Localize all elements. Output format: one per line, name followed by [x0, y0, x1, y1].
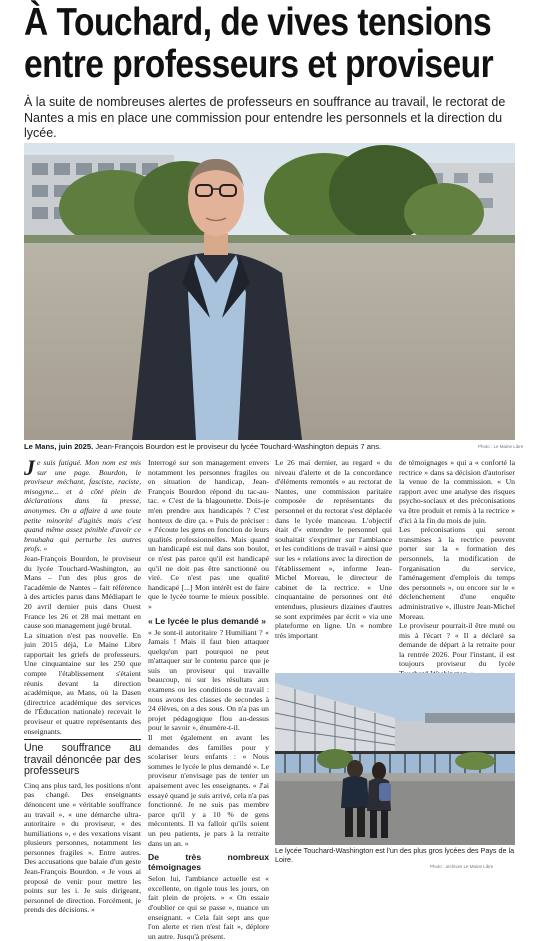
headline-line-1: À Touchard, de vives tensions — [24, 1, 492, 44]
col2-paragraph-3: Il met également en avant les demandes des familles pour y scolariser leurs enfants : « Nous sommes le lycée le plus demandé ». Le proviseur n'envisage pas de tenter un apaisement avec les enseignants. « J'ai essayé quand je suis arrivé, cela n'a pas fonctionné. Je ne suis pas membre parce qu'il y a 10 % de gens mécontents. Il va falloir qu'ils soient un peu patients, je pars à la retraite dans un an. » — [148, 733, 269, 848]
lycee-photo-illustration — [275, 673, 515, 845]
photo-credit: Photo : Le Maine Libre — [478, 444, 524, 449]
proviseur-photo-illustration — [24, 143, 515, 440]
lycee-photo — [275, 673, 515, 845]
subhead-temoignages: De très nombreux témoignages — [148, 852, 269, 873]
pull-quote: Une souffrance au travail dénoncée par des professeurs — [24, 739, 141, 778]
col1-paragraph-1: e suis fatigué. Mon nom est mis sur une page. Bourdon, le proviseur méchant, fasciste, raciste, misogyne... et à côté plein de déclarations dans la presse, anonymes. On a affaire à une toute petite minorité d'agités mais c'est quand même assez pénible d'avoir ce brouhaha qui perturbe les autres profs. » — [24, 458, 141, 554]
column-3 — [275, 458, 392, 640]
lycee-photo-caption: Le lycée Touchard-Washington est l'un des plus gros lycées des Pays de la Loire. — [275, 846, 515, 864]
col4-paragraph-1: de témoignages » qui a « conforté la rectrice » dans sa décision d'autoriser la venue de la commission. « Un rapport avec une analyse des risques psycho-sociaux et des préconisations va être produit et remis à la rectrice » d'ici à la fin du mois de juin. — [399, 458, 515, 525]
subhead-lycee-demande: « Le lycée le plus demandé » — [148, 615, 266, 626]
col2-paragraph-4: Selon lui, l'ambiance actuelle est « excellente, on rigole tous les jours, on fait plein de projets. » « On essaie d'oublier ce qui se passe », nuance un enseignant. « Cela fait sept ans que l'on alerte et rien n'est fait », déplore un autre. Jusqu'à présent. — [148, 874, 269, 941]
column-1 — [24, 455, 141, 915]
proviseur-photo — [24, 143, 515, 440]
col1-paragraph-4: Cinq ans plus tard, les positions n'ont pas changé. Des enseignants dénoncent une « véritable souffrance au travail », « une démarche ultra-autoritaire » du proviseur, « des humiliations », « des vexations visant plusieurs personnes, notamment les personnes fragiles ». Entre autres. Des accusations que balaie d'un geste Jean-François Bourdon. « Je vous ai proposé de venir pour mettre les points sur les i. Je suis dirigeant, personnel de direction. Forcément, je prends des décisions. » — [24, 780, 141, 915]
column-2 — [148, 458, 269, 941]
col4-paragraph-2: Les préconisations qui seront transmises à la rectrice peuvent porter sur la « formation des personnels, la modification de l'organisation du service, l'aménagement d'emplois du temps des personnels », ou encore sur le « déclenchement d'une enquête administrative », illustre Jean-Michel Moreau. — [399, 525, 515, 621]
col1-paragraph-2: Jean-François Bourdon, le proviseur du lycée Touchard-Washington, au Mans – l'un des plus gros de l'académie de Nantes – fait référence à des articles parus dans Médiapart le 20 avril dernier puis dans Ouest France les 26 et 28 mai mettant en cause son management jugé brutal. — [24, 553, 141, 631]
lycee-photo-credit: Photo : archives Le Maine Libre — [430, 864, 494, 869]
headline — [24, 1, 494, 86]
caption-text: Jean-François Bourdon est le proviseur du lycée Touchard-Washington depuis 7 ans. — [93, 442, 382, 451]
col3-paragraph-1: Le 26 mai dernier, au regard « du niveau d'alerte et de la concordance d'éléments remontés » au rectorat de Nantes, une commission paritaire composée de représentants du personnel et du rectorat s'est déplacée dans le lycée manceau. L'objectif était d'« entendre le personnel qui souhaitait s'exprimer sur l'ambiance et les conditions de travail » ainsi que sur les « relations avec la direction de l'établissement », informe Jean-Michel Moreau, le directeur de cabinet de la rectrice. « Une cinquantaine de personnes ont été entendues, plusieurs dizaines d'autres se sont exprimées par écrit » via une plateforme en ligne. Un « nombre très important — [275, 458, 392, 640]
headline-line-2: entre professeurs et proviseur — [24, 43, 494, 86]
col1-paragraph-3: La situation n'est pas nouvelle. En juin 2015 déjà, Le Maine Libre rapportait les griefs de professeurs. Une cinquantaine sur les 250 que compte l'établissement s'étaient réunis devant la direction académique, au Mans, où la Dasen (directrice académique des services de l'Éducation nationale) recevait le proviseur et quatre représentants des enseignants. — [24, 630, 141, 736]
article-deck: À la suite de nombreuses alertes de professeurs en souffrance au travail, le rectorat de Nantes a mis en place une commission pour entendre les personnels et la direction du lycée. — [24, 95, 506, 140]
col4-paragraph-3: Le proviseur pourrait-il être muté ou mis à l'écart ? « Il a déclaré sa demande de départ à la retraite pour la rentrée 2026. Pour l'instant, il est toujours proviseur du lycée — [399, 621, 515, 669]
photo-caption — [24, 442, 515, 452]
drop-cap: J — [24, 455, 35, 480]
column-4 — [399, 458, 515, 688]
caption-place: Le Mans, juin 2025. — [24, 442, 94, 451]
col2-paragraph-1: Interrogé sur son management envers notamment les personnes fragiles ou en situation de handicap, Jean-François Bourdon répond du tac-au-tac. « C'est de la blagounette. Dois-je m'en prendre aux handicapés ? C'est honteux de dire ça. » Puis de préciser : « J'écoute les gens en fonction de leurs qualités professionnelles. Mais quand un handicapé est nul dans son boulot, ce n'est pas parce qu'il est handicapé qu'il ne doit pas être sanctionné ou viré. Ce n'est pas une qualité handicapé [...] Mon intérêt est de faire que le lycée tourne le mieux possible. » — [148, 458, 269, 611]
col2-paragraph-2: « Je sont-il autoritaire ? Humiliant ? « Jamais ! Mais il faut bien attaquer quelqu'un part pourquoi ne peut m'attaquer sur le contenu parce que je suis un proviseur qui travaille beaucoup, ni sur les résultats aux examens ou les conditions de travail : nous avons des classes de secondes à 24 élèves, on a des sous. On n'a pas un projet pédagogique flou au-dessus pour le savoir », énumère-t-il. — [148, 627, 269, 733]
